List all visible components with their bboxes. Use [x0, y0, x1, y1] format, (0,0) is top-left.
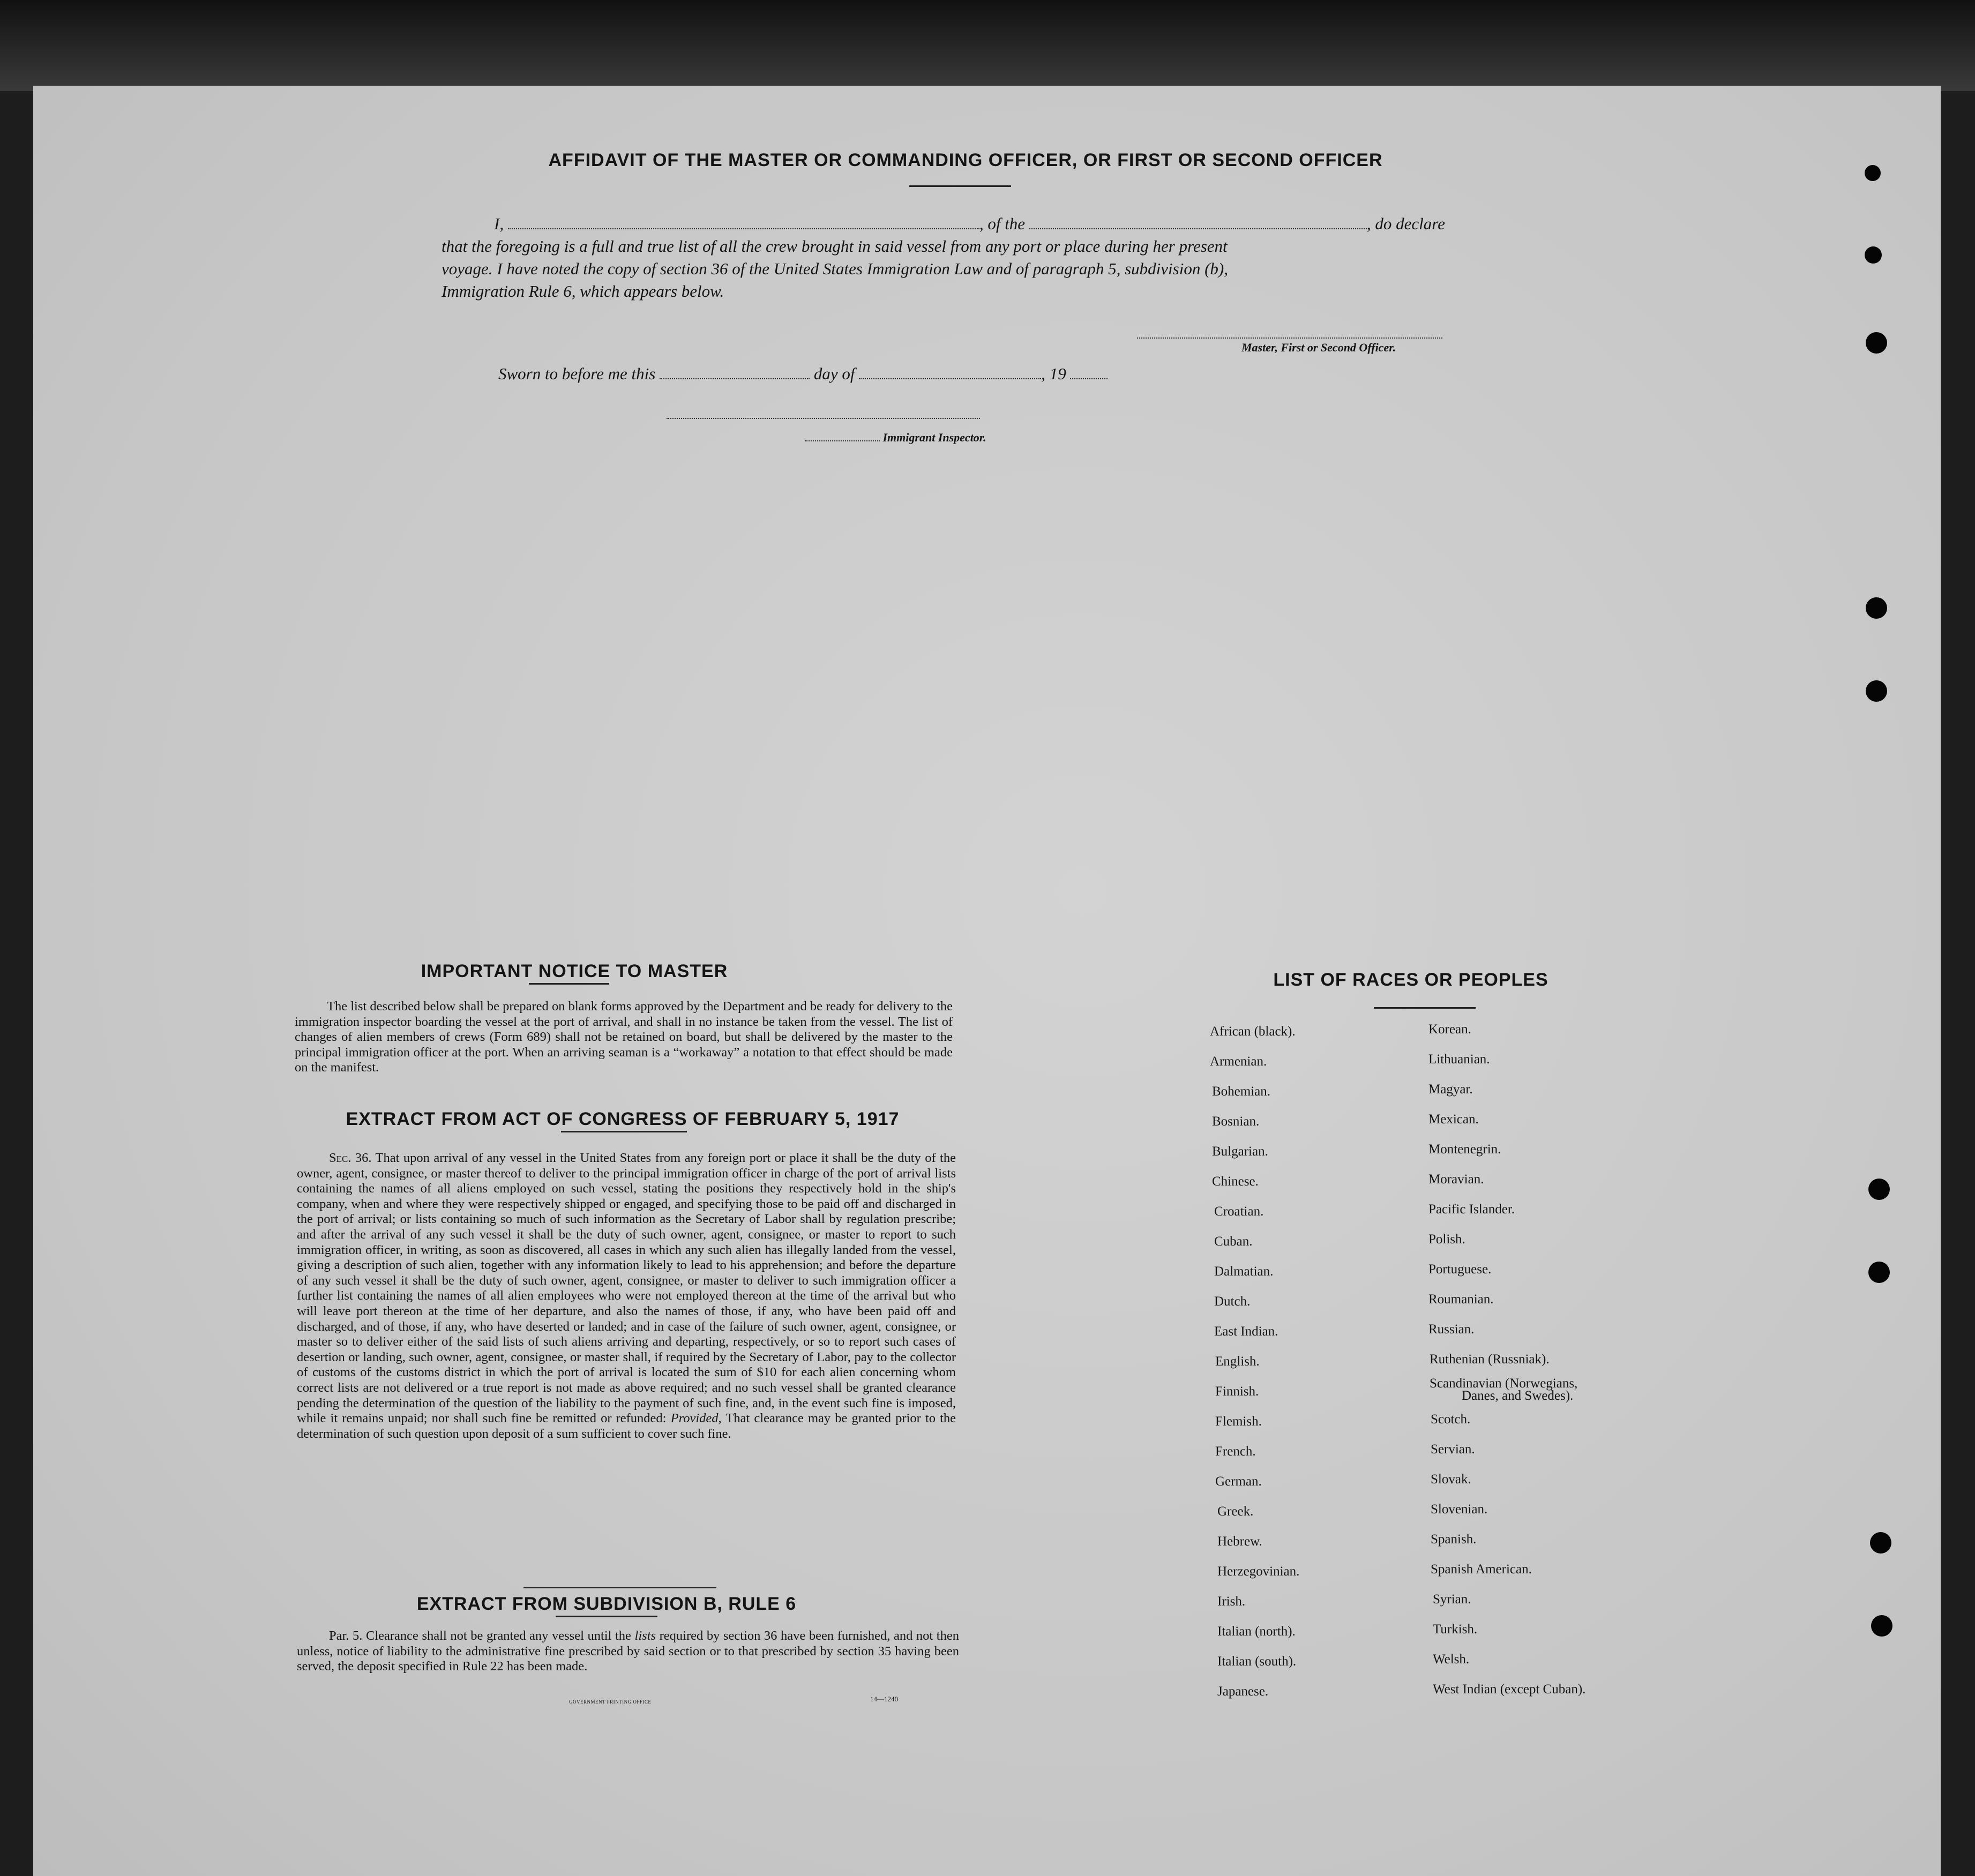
race-right: Mexican. — [1428, 1112, 1479, 1127]
punch-hole — [1865, 246, 1882, 264]
race-right: Moravian. — [1428, 1172, 1484, 1187]
notice-title: IMPORTANT NOTICE TO MASTER — [421, 961, 728, 981]
race-right: Scandinavian (Norwegians, — [1430, 1376, 1578, 1391]
affidavit-title-rule — [909, 185, 1011, 187]
printer-imprint: GOVERNMENT PRINTING OFFICE — [569, 1699, 652, 1705]
race-left: Bulgarian. — [1212, 1144, 1268, 1159]
race-right: West Indian (except Cuban). — [1433, 1682, 1586, 1697]
rule-extract-title-rule — [556, 1616, 657, 1617]
races-title-rule — [1374, 1007, 1476, 1009]
race-right: Turkish. — [1433, 1622, 1478, 1637]
race-right: Servian. — [1431, 1442, 1475, 1457]
race-left: Armenian. — [1210, 1054, 1267, 1069]
race-right: Montenegrin. — [1428, 1142, 1501, 1157]
form-number: 14—1240 — [870, 1695, 898, 1703]
notice-text: The list described below shall be prepared on blank forms approved by the Department and be ready for delivery to the immigration inspector boarding the vessel at the port of arrival, and shall in no instance be taken from the vessel. The list of changes of alien members of crews (Form 689) shall not be retained on board, but shall be delivered by the master to the principal immigration officer at the port. When an arriving seaman is a “workaway” a notation to that effect should be made on the manifest. — [295, 999, 953, 1075]
race-left: Italian (north). — [1217, 1624, 1296, 1639]
affidavit-title: AFFIDAVIT OF THE MASTER OR COMMANDING OFFICER, OR FIRST OR SECOND OFFICER — [548, 150, 1383, 170]
vessel-name-field[interactable] — [1029, 215, 1367, 229]
affidavit-line-4: Immigration Rule 6, which appears below. — [442, 282, 724, 301]
race-left: Chinese. — [1212, 1174, 1259, 1189]
affidavit-declare: , do declare — [1366, 214, 1445, 233]
race-right: Magyar. — [1428, 1082, 1473, 1097]
rule-extract-text — [297, 1629, 959, 1675]
punch-hole — [1866, 332, 1887, 354]
race-right-continued: Danes, and Swedes). — [1462, 1389, 1574, 1403]
affidavit-of-the: , of the — [979, 214, 1026, 233]
race-left: French. — [1215, 1444, 1256, 1459]
punch-hole — [1868, 1262, 1890, 1283]
race-left: English. — [1215, 1354, 1260, 1369]
act-extract-end-rule — [523, 1587, 716, 1588]
act-provided: Provided, — [670, 1411, 722, 1426]
race-right: Syrian. — [1433, 1592, 1471, 1607]
race-right: Spanish. — [1431, 1532, 1477, 1547]
signature-line[interactable] — [1137, 337, 1442, 339]
race-right: Russian. — [1428, 1322, 1475, 1337]
affidavit-line-3: voyage. I have noted the copy of section 36 of the United States Immigration Law and of paragraph 5, subdivision (b), — [442, 259, 1228, 278]
affidavit-line-2: that the foregoing is a full and true list of all the crew brought in said vessel from any port or place during her present — [442, 237, 1228, 256]
race-left: Cuban. — [1214, 1234, 1253, 1249]
act-extract-text — [297, 1151, 956, 1442]
inspector-label-text: Immigrant Inspector. — [882, 431, 986, 444]
punch-hole — [1870, 1532, 1891, 1554]
rule-lists-word: lists — [634, 1629, 656, 1643]
sworn-day-field[interactable] — [660, 365, 810, 379]
rule-text-end: required by section 36 have been furnished, and not then unless, notice of liability to the administrative fine prescribed by said section or to that prescribed by section 35 having been served, the deposit specified in Rule 22 has been made. — [297, 1629, 959, 1674]
inspector-name-field[interactable] — [805, 432, 880, 441]
sworn-day-label: day of — [813, 364, 855, 383]
punch-hole — [1871, 1615, 1892, 1637]
race-left: Croatian. — [1214, 1204, 1264, 1219]
punch-hole — [1866, 597, 1887, 619]
race-right: Roumanian. — [1428, 1292, 1494, 1307]
race-left: Hebrew. — [1217, 1534, 1262, 1549]
punch-hole — [1868, 1179, 1890, 1200]
act-text-main: That upon arrival of any vessel in the United States from any foreign port or place it shall be the duty of the owner, agent, consignee, or master thereof to deliver to the principal immigration officer in charge of the port of arrival lists containing the names of all aliens employed on such vessel, stating the positions they respectively hold in the ship's company, when and where they were respectively shipped or engaged, and specifying those to be paid off and discharged in the port of arrival; or lists containing so much of such information as the Secretary of Labor shall by regulation prescribe; and after the arrival of any such vessel it shall be the duty of such owner, agent, consignee, or master to report to such immigration officer, in writing, as soon as discovered, all cases in which any such alien has illegally landed from the vessel, giving a description of such alien, together with any information likely to lead to his apprehension; and before the departure of any such vessel it shall be the duty of such owner, agent, consignee, or master to deliver to such immigration officer a further list containing the names of all alien employees who were not employed thereon at the time of the arrival but who will leave port thereon at the time of her departure, and also the names of those, if any, who have been paid off and discharged, and of those, if any, who have deserted or landed; and in case of the failure of such owner, agent, consignee, or master so to deliver either of the said lists of such aliens arriving and departing, respectively, or so to report such cases of desertion or landing, such owner, agent, consignee, or master shall, if required by the Secretary of Labor, pay to the collector of customs of the customs district in which the port of arrival is located the sum of $10 for each alien concerning whom correct lists are not delivered or a true report is not made as above required; and no such vessel shall be granted clearance pending the determination of the question of the liability to the payment of such fine, and, in the event such fine is imposed, while it remains unpaid; nor shall such fine be remitted or refunded: — [297, 1151, 956, 1426]
act-text-end: That clearance may be granted prior to the determination of such question upon deposit of a sum sufficient to cover such fine. — [297, 1411, 956, 1441]
sworn-prefix: Sworn to before me this — [498, 364, 656, 383]
affidavit-i: I, — [494, 214, 504, 233]
punch-hole — [1866, 680, 1887, 702]
race-left: Irish. — [1217, 1594, 1246, 1609]
scan-top-edge — [0, 0, 1975, 91]
punch-hole — [1865, 165, 1881, 181]
race-left: Bosnian. — [1212, 1114, 1260, 1129]
race-left: Flemish. — [1215, 1414, 1262, 1429]
race-right: Slovak. — [1431, 1472, 1471, 1487]
race-right: Pacific Islander. — [1428, 1202, 1515, 1217]
sworn-line — [498, 364, 1108, 384]
race-left: Finnish. — [1215, 1384, 1259, 1399]
race-right: Polish. — [1428, 1232, 1465, 1247]
race-left: Dutch. — [1214, 1294, 1251, 1309]
race-right: Spanish American. — [1431, 1562, 1532, 1577]
affidavit-line-1 — [494, 214, 1445, 234]
race-right: Korean. — [1428, 1022, 1471, 1037]
rule-extract-title: EXTRACT FROM SUBDIVISION B, RULE 6 — [416, 1594, 797, 1614]
race-left: Greek. — [1217, 1504, 1254, 1519]
race-left: Italian (south). — [1217, 1654, 1297, 1669]
notice-title-rule — [529, 983, 609, 985]
act-extract-title-rule — [561, 1131, 687, 1132]
sworn-year-field[interactable] — [1070, 365, 1108, 379]
sworn-month-field[interactable] — [859, 365, 1041, 379]
race-right: Lithuanian. — [1428, 1052, 1490, 1067]
act-extract-title: EXTRACT FROM ACT OF CONGRESS OF FEBRUARY 5, 1917 — [346, 1109, 900, 1129]
race-right: Scotch. — [1431, 1412, 1471, 1427]
declarant-name-field[interactable] — [508, 215, 979, 229]
races-title: LIST OF RACES OR PEOPLES — [1273, 970, 1548, 990]
race-left: African (black). — [1210, 1024, 1296, 1039]
race-right: Ruthenian (Russniak). — [1430, 1352, 1550, 1367]
race-left: Japanese. — [1217, 1684, 1269, 1699]
race-left: German. — [1215, 1474, 1262, 1489]
race-right: Welsh. — [1433, 1652, 1470, 1667]
race-right: Portuguese. — [1428, 1262, 1492, 1277]
sec-label: Sec. 36. — [329, 1151, 372, 1165]
document-sheet — [33, 86, 1941, 1876]
race-left: Dalmatian. — [1214, 1264, 1274, 1279]
inspector-signature-line[interactable] — [667, 418, 980, 419]
race-left: Bohemian. — [1212, 1084, 1271, 1099]
sworn-year-label: , 19 — [1041, 364, 1066, 383]
race-left: East Indian. — [1214, 1324, 1278, 1339]
race-right: Slovenian. — [1431, 1502, 1488, 1517]
rule-text-start: Par. 5. Clearance shall not be granted any vessel until the — [329, 1629, 631, 1643]
race-left: Herzegovinian. — [1217, 1564, 1300, 1579]
inspector-label — [805, 431, 986, 445]
signature-label: Master, First or Second Officer. — [1241, 341, 1396, 354]
